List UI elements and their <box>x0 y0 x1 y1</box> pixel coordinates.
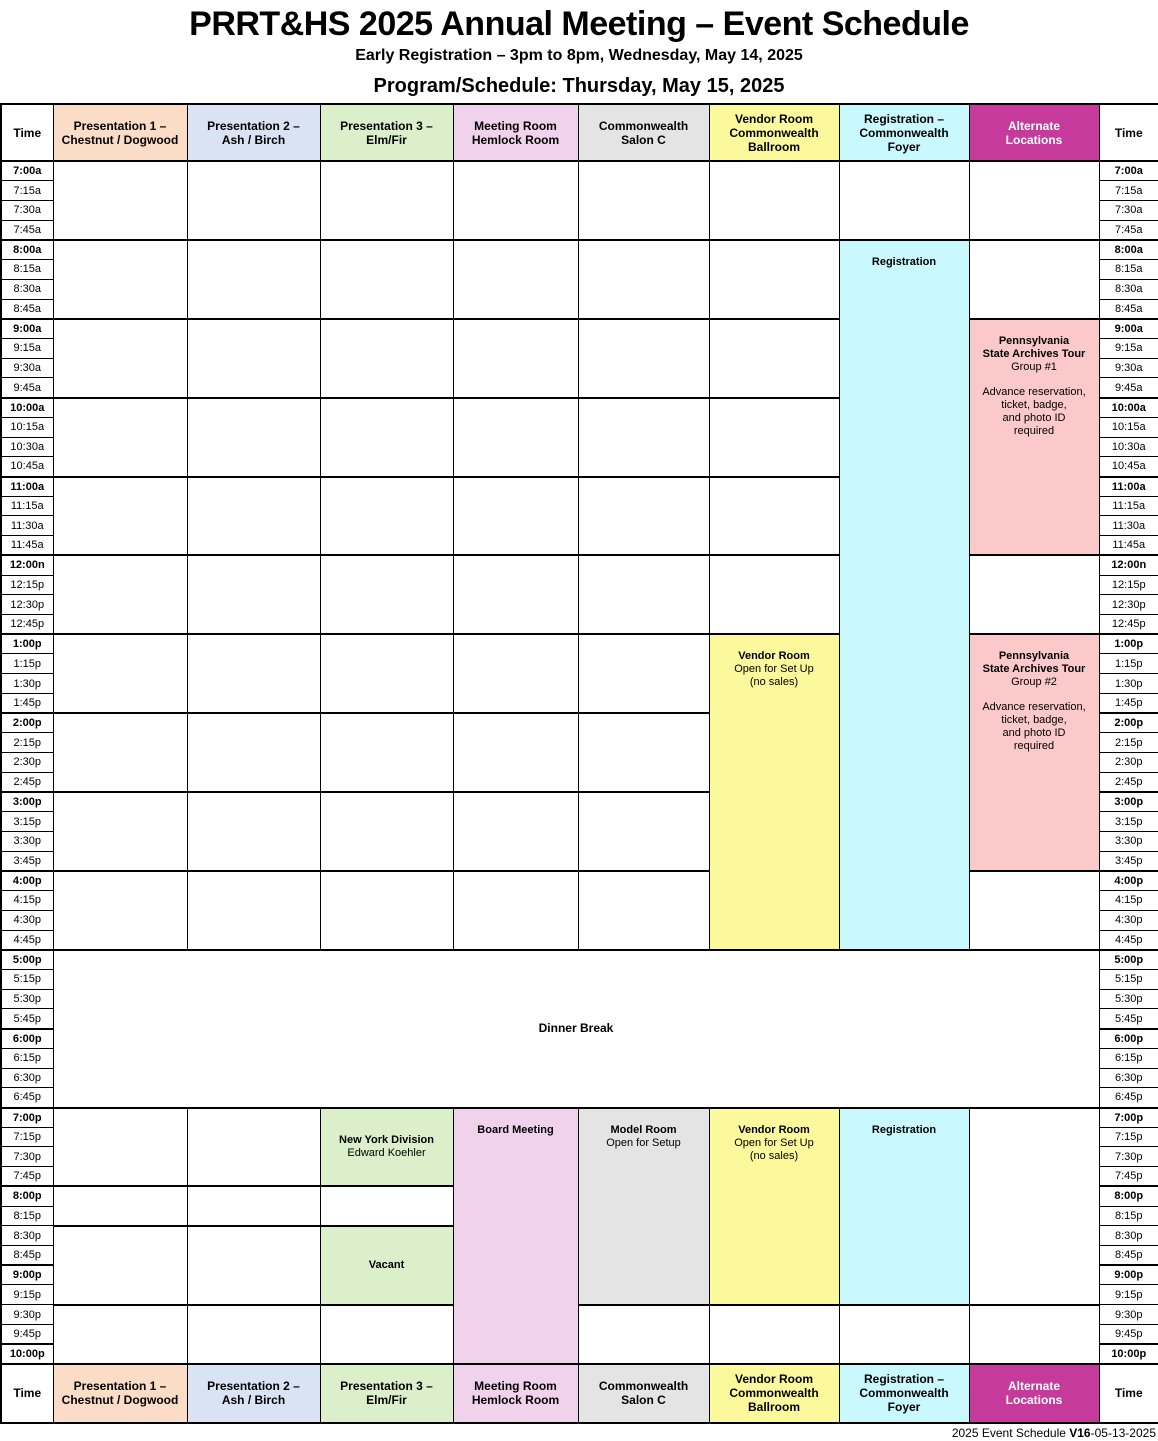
time-cell-right: 11:45a <box>1099 536 1158 556</box>
footer-text: 2025 Event Schedule <box>951 1425 1070 1440</box>
empty-cell-meeting <box>453 555 578 634</box>
schedule-row <box>1 950 1158 970</box>
time-column-header-right: Time <box>1099 104 1158 161</box>
empty-cell-salon <box>578 319 709 398</box>
time-cell-left: 3:45p <box>1 851 53 871</box>
time-cell-left: 5:15p <box>1 969 53 989</box>
time-cell-left: 7:30p <box>1 1147 53 1167</box>
time-cell-right: 11:15a <box>1099 496 1158 516</box>
top-header-row <box>1 104 1158 161</box>
event-schedule-table <box>0 103 1158 1424</box>
time-cell-left: 6:30p <box>1 1068 53 1088</box>
empty-cell-p3 <box>320 1186 453 1225</box>
empty-cell-p1 <box>53 398 187 477</box>
event-reg_day <box>839 240 969 950</box>
schedule-row <box>1 1305 1158 1325</box>
empty-cell-meeting <box>453 634 578 713</box>
empty-cell-p2 <box>187 713 320 792</box>
time-cell-left: 5:45p <box>1 1009 53 1029</box>
schedule-row <box>1 240 1158 260</box>
time-cell-left: 8:30a <box>1 279 53 299</box>
time-cell-left: 4:30p <box>1 910 53 930</box>
subtitle-program-day: Program/Schedule: Thursday, May 15, 2025 <box>373 75 785 97</box>
time-cell-right: 8:15p <box>1099 1206 1158 1226</box>
time-cell-left: 9:00p <box>1 1265 53 1285</box>
empty-cell-p1 <box>53 319 187 398</box>
event-label-board: Board Meeting <box>477 1123 554 1136</box>
time-column-header-left: Time <box>1 104 53 161</box>
bottom-header-row <box>1 1364 1158 1423</box>
empty-cell-p1 <box>53 1186 187 1225</box>
empty-cell-p2 <box>187 161 320 240</box>
time-cell-right: 8:30a <box>1099 279 1158 299</box>
empty-cell-salon <box>578 713 709 792</box>
schedule-row <box>1 1108 1158 1128</box>
empty-cell-salon <box>578 161 709 240</box>
empty-cell-alt <box>969 240 1099 319</box>
event-vacant <box>320 1226 453 1305</box>
empty-cell-vendor <box>709 1305 839 1364</box>
time-cell-right: 10:30a <box>1099 437 1158 457</box>
time-cell-right: 9:45a <box>1099 378 1158 398</box>
time-cell-left: 10:15a <box>1 417 53 437</box>
time-cell-left: 9:00a <box>1 319 53 339</box>
column-header-p3: Presentation 3 – Elm/Fir <box>320 104 453 161</box>
empty-cell-p1 <box>53 161 187 240</box>
time-cell-left: 12:30p <box>1 595 53 615</box>
column-header-p1: Presentation 1 – Chestnut / Dogwood <box>53 104 187 161</box>
time-cell-right: 7:15p <box>1099 1127 1158 1147</box>
time-cell-left: 3:30p <box>1 831 53 851</box>
empty-cell-p3 <box>320 871 453 950</box>
time-cell-right: 10:00a <box>1099 398 1158 418</box>
empty-cell-p2 <box>187 1108 320 1187</box>
time-cell-right: 4:45p <box>1099 930 1158 950</box>
empty-cell-p2 <box>187 1226 320 1305</box>
time-cell-left: 8:15p <box>1 1206 53 1226</box>
time-cell-right: 2:15p <box>1099 733 1158 753</box>
empty-cell-alt <box>969 871 1099 950</box>
time-cell-left: 4:45p <box>1 930 53 950</box>
time-cell-right: 1:00p <box>1099 634 1158 654</box>
time-cell-right: 7:30p <box>1099 1147 1158 1167</box>
empty-cell-p2 <box>187 319 320 398</box>
event-tour2 <box>969 634 1099 871</box>
time-cell-right: 10:45a <box>1099 457 1158 477</box>
time-cell-left: 9:30a <box>1 358 53 378</box>
event-vendor_eve <box>709 1108 839 1305</box>
empty-cell-p1 <box>53 634 187 713</box>
empty-cell-meeting <box>453 240 578 319</box>
empty-cell-p2 <box>187 240 320 319</box>
event-dinner <box>53 950 1099 1108</box>
time-cell-left: 3:15p <box>1 812 53 832</box>
event-label-vendor_day: Vendor Room Open for Set Up (no sales) <box>734 650 814 689</box>
empty-cell-reg <box>839 161 969 240</box>
column-header-reg: Registration – Commonwealth Foyer <box>839 1364 969 1423</box>
event-label-vendor_eve: Vendor Room Open for Set Up (no sales) <box>734 1123 814 1162</box>
time-cell-right: 6:30p <box>1099 1068 1158 1088</box>
empty-cell-vendor <box>709 319 839 398</box>
time-cell-right: 9:30a <box>1099 358 1158 378</box>
time-cell-left: 1:15p <box>1 654 53 674</box>
column-header-p3: Presentation 3 – Elm/Fir <box>320 1364 453 1423</box>
time-cell-left: 6:15p <box>1 1048 53 1068</box>
empty-cell-p3 <box>320 161 453 240</box>
time-cell-left: 9:15p <box>1 1285 53 1305</box>
time-cell-right: 8:45a <box>1099 299 1158 319</box>
column-header-vendor: Vendor Room Commonwealth Ballroom <box>709 104 839 161</box>
time-cell-right: 9:00a <box>1099 319 1158 339</box>
time-cell-left: 8:00p <box>1 1186 53 1206</box>
time-cell-right: 8:45p <box>1099 1246 1158 1266</box>
time-cell-right: 12:45p <box>1099 615 1158 635</box>
time-cell-left: 10:45a <box>1 457 53 477</box>
time-cell-left: 12:00n <box>1 555 53 575</box>
time-cell-left: 2:00p <box>1 713 53 733</box>
empty-cell-p2 <box>187 792 320 871</box>
event-nyd <box>320 1108 453 1187</box>
empty-cell-meeting <box>453 398 578 477</box>
time-cell-left: 5:00p <box>1 950 53 970</box>
empty-cell-p2 <box>187 398 320 477</box>
time-cell-left: 11:15a <box>1 496 53 516</box>
time-cell-right: 6:45p <box>1099 1088 1158 1108</box>
empty-cell-vendor <box>709 240 839 319</box>
schedule-row <box>1 555 1158 575</box>
column-header-meeting: Meeting Room Hemlock Room <box>453 104 578 161</box>
empty-cell-salon <box>578 1305 709 1364</box>
empty-cell-alt <box>969 555 1099 634</box>
empty-cell-p3 <box>320 713 453 792</box>
time-cell-left: 11:45a <box>1 536 53 556</box>
empty-cell-p1 <box>53 792 187 871</box>
subtitle-early-registration: Early Registration – 3pm to 8pm, Wednesday, May 14, 2025 <box>355 47 803 64</box>
time-cell-left: 2:45p <box>1 772 53 792</box>
empty-cell-p3 <box>320 1305 453 1364</box>
empty-cell-p2 <box>187 555 320 634</box>
empty-cell-salon <box>578 555 709 634</box>
empty-cell-p3 <box>320 477 453 556</box>
time-cell-right: 3:15p <box>1099 812 1158 832</box>
empty-cell-meeting <box>453 161 578 240</box>
time-cell-left: 1:30p <box>1 674 53 694</box>
time-cell-right: 4:30p <box>1099 910 1158 930</box>
time-cell-right: 7:15a <box>1099 181 1158 201</box>
event-label-nyd: New York Division Edward Koehler <box>339 1133 434 1159</box>
schedule-row <box>1 871 1158 891</box>
empty-cell-p2 <box>187 871 320 950</box>
time-cell-right: 12:15p <box>1099 575 1158 595</box>
time-cell-left: 10:00p <box>1 1344 53 1364</box>
time-cell-left: 8:45a <box>1 299 53 319</box>
time-cell-left: 12:45p <box>1 615 53 635</box>
event-label-reg_day: Registration <box>871 255 937 268</box>
empty-cell-reg <box>839 1305 969 1364</box>
time-cell-right: 4:15p <box>1099 891 1158 911</box>
empty-cell-p1 <box>53 555 187 634</box>
time-cell-left: 7:45a <box>1 220 53 240</box>
time-cell-right: 7:30a <box>1099 200 1158 220</box>
time-cell-left: 2:15p <box>1 733 53 753</box>
time-cell-left: 11:00a <box>1 477 53 497</box>
empty-cell-meeting <box>453 871 578 950</box>
time-cell-left: 7:00p <box>1 1108 53 1128</box>
time-cell-left: 12:15p <box>1 575 53 595</box>
time-cell-left: 3:00p <box>1 792 53 812</box>
time-cell-right: 9:15a <box>1099 338 1158 358</box>
column-header-p2: Presentation 2 – Ash / Birch <box>187 104 320 161</box>
column-header-alt: Alternate Locations <box>969 1364 1099 1423</box>
time-cell-right: 3:45p <box>1099 851 1158 871</box>
event-model <box>578 1108 709 1305</box>
time-cell-right: 1:45p <box>1099 693 1158 713</box>
time-cell-left: 10:00a <box>1 398 53 418</box>
empty-cell-p1 <box>53 1108 187 1187</box>
event-board <box>453 1108 578 1364</box>
time-cell-left: 9:45p <box>1 1324 53 1344</box>
schedule-row <box>1 319 1158 339</box>
time-cell-right: 8:00a <box>1099 240 1158 260</box>
time-cell-left: 7:30a <box>1 200 53 220</box>
empty-cell-salon <box>578 398 709 477</box>
time-cell-left: 8:00a <box>1 240 53 260</box>
time-cell-left: 10:30a <box>1 437 53 457</box>
column-header-reg: Registration – Commonwealth Foyer <box>839 104 969 161</box>
time-cell-left: 2:30p <box>1 753 53 773</box>
empty-cell-p3 <box>320 634 453 713</box>
time-cell-right: 7:45p <box>1099 1167 1158 1187</box>
column-header-p2: Presentation 2 – Ash / Birch <box>187 1364 320 1423</box>
time-cell-right: 9:00p <box>1099 1265 1158 1285</box>
empty-cell-p3 <box>320 240 453 319</box>
time-cell-right: 8:30p <box>1099 1226 1158 1246</box>
empty-cell-meeting <box>453 713 578 792</box>
empty-cell-p1 <box>53 1226 187 1305</box>
time-cell-left: 9:15a <box>1 338 53 358</box>
time-cell-right: 10:00p <box>1099 1344 1158 1364</box>
empty-cell-p3 <box>320 398 453 477</box>
time-cell-left: 7:00a <box>1 161 53 181</box>
time-column-header-bottom-left: Time <box>1 1364 53 1423</box>
time-cell-left: 1:45p <box>1 693 53 713</box>
empty-cell-p1 <box>53 871 187 950</box>
empty-cell-p1 <box>53 1305 187 1364</box>
time-cell-right: 5:00p <box>1099 950 1158 970</box>
schedule-row <box>1 634 1158 654</box>
time-cell-left: 9:45a <box>1 378 53 398</box>
empty-cell-vendor <box>709 477 839 556</box>
empty-cell-vendor <box>709 555 839 634</box>
event-reg_eve <box>839 1108 969 1305</box>
time-cell-right: 12:30p <box>1099 595 1158 615</box>
empty-cell-meeting <box>453 319 578 398</box>
time-cell-right: 10:15a <box>1099 417 1158 437</box>
column-header-salon: Commonwealth Salon C <box>578 104 709 161</box>
empty-cell-salon <box>578 240 709 319</box>
time-cell-right: 6:00p <box>1099 1029 1158 1049</box>
time-column-header-bottom-right: Time <box>1099 1364 1158 1423</box>
time-cell-left: 6:00p <box>1 1029 53 1049</box>
time-cell-right: 12:00n <box>1099 555 1158 575</box>
time-cell-right: 5:30p <box>1099 989 1158 1009</box>
empty-cell-alt <box>969 1305 1099 1364</box>
page-title: PRRT&HS 2025 Annual Meeting – Event Schedule <box>189 5 969 43</box>
empty-cell-p2 <box>187 1186 320 1225</box>
time-cell-right: 7:00a <box>1099 161 1158 181</box>
footer-version: V16 <box>1069 1425 1091 1440</box>
time-cell-right: 1:30p <box>1099 674 1158 694</box>
event-label-model: Model Room Open for Setup <box>606 1123 681 1149</box>
title-block <box>0 0 1158 103</box>
schedule-row <box>1 161 1158 181</box>
column-header-p1: Presentation 1 – Chestnut / Dogwood <box>53 1364 187 1423</box>
time-cell-right: 6:15p <box>1099 1048 1158 1068</box>
time-cell-left: 7:15p <box>1 1127 53 1147</box>
column-header-vendor: Vendor Room Commonwealth Ballroom <box>709 1364 839 1423</box>
time-cell-left: 8:15a <box>1 260 53 280</box>
footer-date: -05-13-2025 <box>1090 1425 1156 1440</box>
event-label-dinner: Dinner Break <box>538 1021 614 1036</box>
time-cell-right: 9:15p <box>1099 1285 1158 1305</box>
empty-cell-meeting <box>453 477 578 556</box>
empty-cell-p3 <box>320 319 453 398</box>
empty-cell-salon <box>578 871 709 950</box>
column-header-alt: Alternate Locations <box>969 104 1099 161</box>
time-cell-right: 7:00p <box>1099 1108 1158 1128</box>
empty-cell-meeting <box>453 792 578 871</box>
empty-cell-vendor <box>709 161 839 240</box>
time-cell-left: 9:30p <box>1 1305 53 1325</box>
event-tour1 <box>969 319 1099 556</box>
empty-cell-p3 <box>320 555 453 634</box>
time-cell-right: 1:15p <box>1099 654 1158 674</box>
time-cell-left: 4:00p <box>1 871 53 891</box>
empty-cell-vendor <box>709 398 839 477</box>
column-header-salon: Commonwealth Salon C <box>578 1364 709 1423</box>
empty-cell-p2 <box>187 477 320 556</box>
empty-cell-salon <box>578 477 709 556</box>
time-cell-right: 9:45p <box>1099 1324 1158 1344</box>
time-cell-left: 8:30p <box>1 1226 53 1246</box>
empty-cell-alt <box>969 1108 1099 1305</box>
time-cell-right: 11:00a <box>1099 477 1158 497</box>
empty-cell-salon <box>578 634 709 713</box>
time-cell-right: 8:00p <box>1099 1186 1158 1206</box>
empty-cell-p2 <box>187 634 320 713</box>
time-cell-right: 11:30a <box>1099 516 1158 536</box>
event-vendor_day <box>709 634 839 950</box>
time-cell-right: 3:30p <box>1099 831 1158 851</box>
time-cell-left: 11:30a <box>1 516 53 536</box>
time-cell-right: 9:30p <box>1099 1305 1158 1325</box>
event-label-tour2: Pennsylvania State Archives Tour Group #2 Advance reservation, ticket, badge, and photo ID required <box>982 650 1086 753</box>
time-cell-right: 2:30p <box>1099 753 1158 773</box>
empty-cell-p1 <box>53 240 187 319</box>
version-footer <box>0 1424 1156 1441</box>
time-cell-right: 3:00p <box>1099 792 1158 812</box>
event-label-reg_eve: Registration <box>871 1123 937 1136</box>
event-label-vacant: Vacant <box>368 1258 405 1271</box>
time-cell-right: 7:45a <box>1099 220 1158 240</box>
time-cell-left: 8:45p <box>1 1246 53 1266</box>
empty-cell-p3 <box>320 792 453 871</box>
time-cell-right: 2:00p <box>1099 713 1158 733</box>
time-cell-right: 5:45p <box>1099 1009 1158 1029</box>
time-cell-left: 7:45p <box>1 1167 53 1187</box>
time-cell-right: 2:45p <box>1099 772 1158 792</box>
empty-cell-alt <box>969 161 1099 240</box>
time-cell-left: 1:00p <box>1 634 53 654</box>
time-cell-left: 4:15p <box>1 891 53 911</box>
column-header-meeting: Meeting Room Hemlock Room <box>453 1364 578 1423</box>
time-cell-right: 5:15p <box>1099 969 1158 989</box>
time-cell-left: 7:15a <box>1 181 53 201</box>
event-label-tour1: Pennsylvania State Archives Tour Group #1 Advance reservation, ticket, badge, and photo ID required <box>982 334 1086 437</box>
time-cell-right: 4:00p <box>1099 871 1158 891</box>
time-cell-left: 6:45p <box>1 1088 53 1108</box>
empty-cell-p1 <box>53 477 187 556</box>
time-cell-left: 5:30p <box>1 989 53 1009</box>
empty-cell-salon <box>578 792 709 871</box>
empty-cell-p1 <box>53 713 187 792</box>
empty-cell-p2 <box>187 1305 320 1364</box>
time-cell-right: 8:15a <box>1099 260 1158 280</box>
